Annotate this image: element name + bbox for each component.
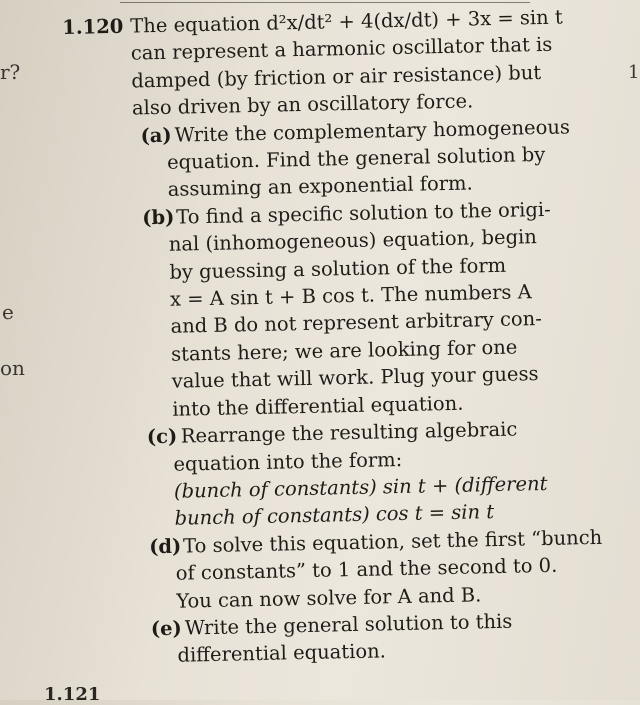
part-line: by guessing a solution of the form — [169, 253, 507, 284]
part-line: You can now solve for A and B. — [176, 582, 482, 613]
part-line: Rearrange the resulting algebraic — [180, 417, 518, 448]
part-line: equation. Find the general solution by — [166, 142, 546, 174]
part-line: nal (inhomogeneous) equation, begin — [168, 225, 538, 257]
part-line: Write the general solution to this — [184, 609, 513, 640]
top-rule — [120, 2, 530, 3]
margin-fragment-2: e — [2, 300, 14, 324]
problem-number: 1.120 — [62, 14, 124, 39]
part-label: (a) — [140, 123, 172, 148]
part-label: (c) — [146, 424, 178, 449]
part-line: stants here; we are looking for one — [170, 335, 518, 366]
part-line: bunch of constants) cos t = sin t — [174, 500, 495, 531]
part-label: (d) — [148, 534, 182, 559]
part-line: (bunch of constants) sin t + (different — [173, 471, 548, 503]
part-line: Write the complementary homogeneous — [174, 115, 571, 147]
part-line: assuming an exponential form. — [167, 171, 473, 202]
margin-fragment-1: r? — [0, 60, 21, 84]
part-line: differential equation. — [177, 639, 387, 668]
part-line: value that will work. Plug your guess — [171, 362, 539, 394]
margin-fragment-3: on — [0, 356, 25, 380]
part-line: equation into the form: — [173, 447, 403, 476]
part-label: (b) — [142, 205, 175, 230]
margin-fragment-right: 1 — [628, 62, 640, 83]
intro-line: can represent a harmonic oscillator that is — [130, 33, 553, 65]
intro-line: damped (by friction or air resistance) but — [131, 60, 542, 93]
intro-line: The equation d²x/dt² + 4(dx/dt) + 3x = sin t — [130, 5, 563, 38]
left-margin — [0, 0, 40, 700]
next-problem-number: 1.121 — [44, 684, 101, 705]
intro-line: also driven by an oscillatory force. — [131, 89, 474, 120]
part-line: into the differential equation. — [172, 391, 464, 421]
part-line: of constants” to 1 and the second to 0. — [175, 553, 558, 585]
problem-1-120 — [62, 4, 603, 672]
part-line: and B do not represent arbitrary con- — [170, 307, 543, 339]
part-line: To find a specific solution to the origi- — [176, 197, 551, 229]
part-label: (e) — [150, 616, 182, 641]
part-line: x = A sin t + B cos t. The numbers A — [169, 280, 532, 311]
part-line: To solve this equation, set the first “bunch — [182, 525, 603, 558]
